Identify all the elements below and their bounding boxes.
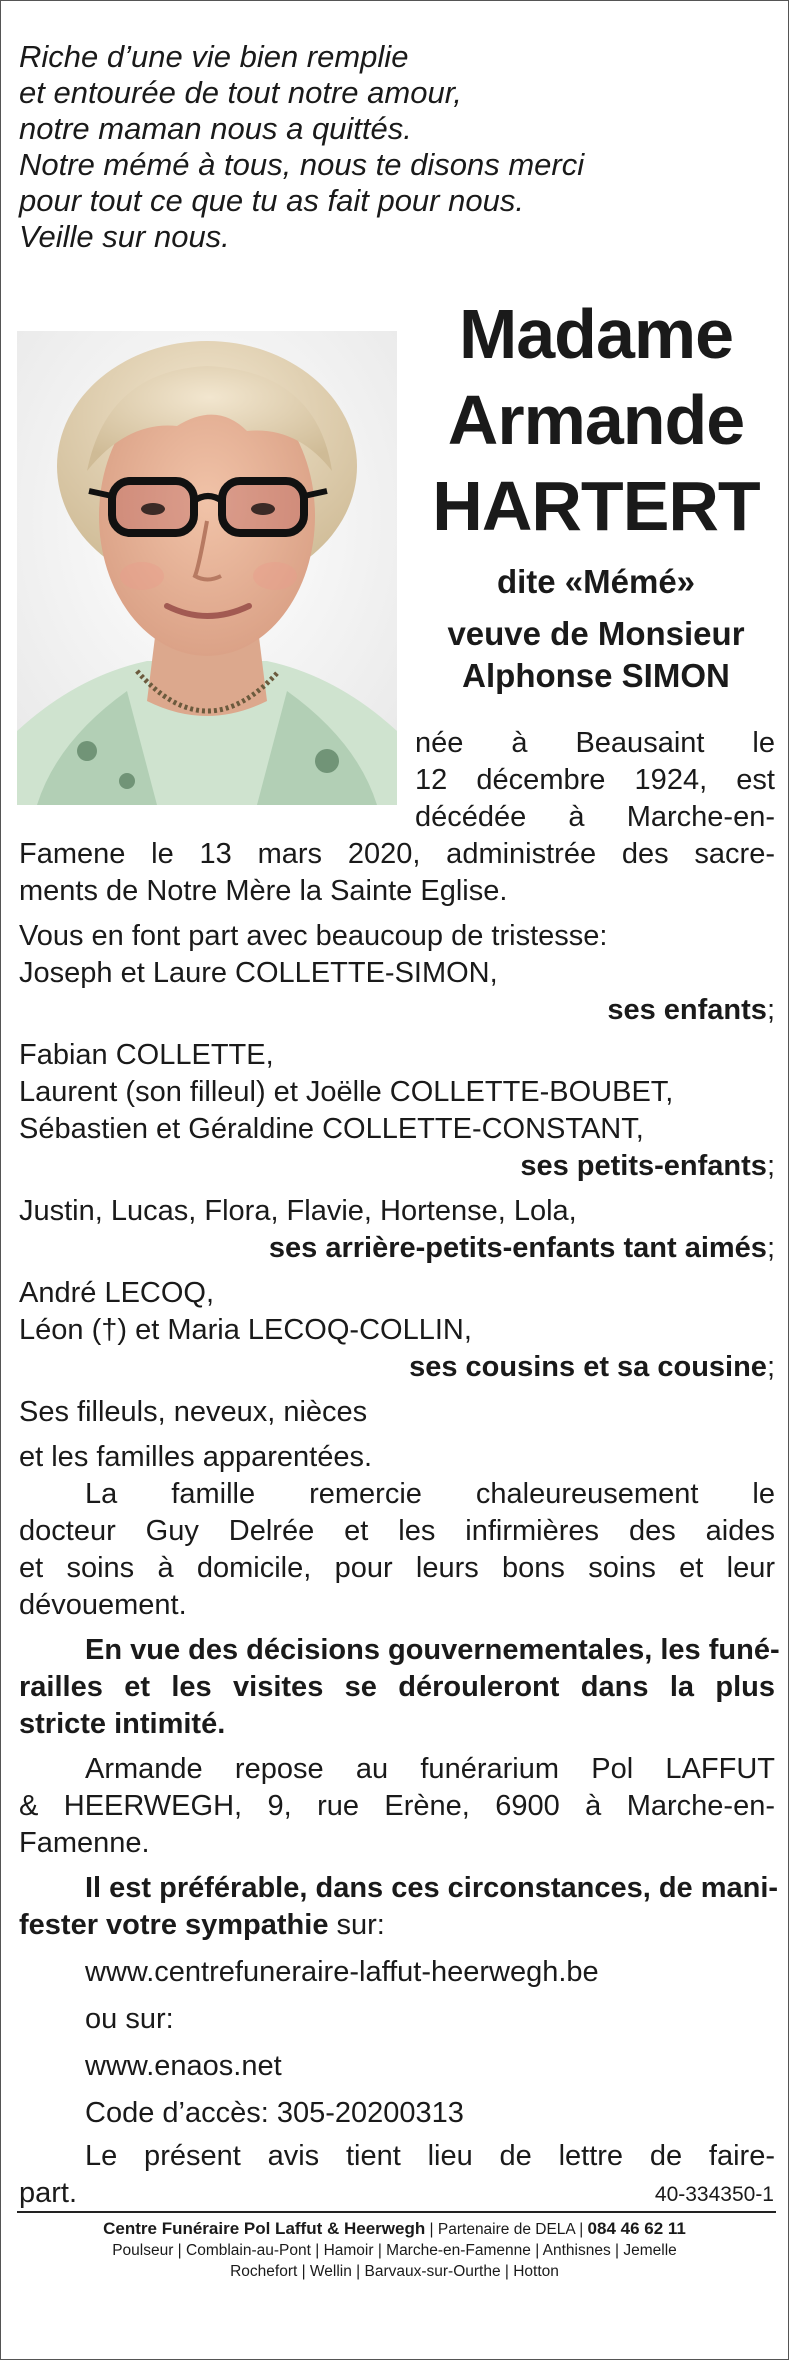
- notice-line: Le présent avis tient lieu de lettre de faire-: [85, 2140, 775, 2172]
- name-last: HARTERT: [432, 467, 760, 545]
- footer-line-1: Centre Funéraire Pol Laffut & Heerwegh | Partenaire de DELA | 084 46 62 11: [103, 2219, 686, 2238]
- birth-line: 12 décembre 1924, est: [415, 764, 775, 796]
- grandchild-line: Laurent (son filleul) et Joëlle COLLETTE-BOUBET,: [19, 1076, 674, 1108]
- children-names: Joseph et Laure COLLETTE-SIMON,: [19, 957, 498, 989]
- footer-towns-2: Rochefort | Wellin | Barvaux-sur-Ourthe | Hotton: [230, 2263, 559, 2280]
- poem-line: Riche d’une vie bien remplie: [19, 39, 409, 74]
- poem-line: Notre mémé à tous, nous te disons merci: [19, 147, 585, 182]
- birth-line: ments de Notre Mère la Sainte Eglise.: [19, 875, 508, 907]
- funeral-home-footer: [11, 2218, 778, 2282]
- portrait-illustration: [17, 331, 397, 805]
- birth-line: décédée à Marche-en-: [415, 801, 775, 833]
- thanks-line: docteur Guy Delrée et les infirmières des aides: [19, 1515, 775, 1547]
- sympathy-line: Il est préférable, dans ces circonstances, de mani-: [85, 1872, 779, 1904]
- deceased-name: [416, 291, 776, 549]
- covid-line: En vue des décisions gouvernementales, les funé-: [85, 1634, 780, 1666]
- birth-info-beside-photo: [415, 725, 775, 836]
- website-link-2[interactable]: www.enaos.net: [85, 2050, 282, 2082]
- related-families: et les familles apparentées.: [19, 1441, 373, 1473]
- phone-number[interactable]: 084 46 62 11: [587, 2219, 686, 2238]
- cousins-label: ses cousins et sa cousine;: [409, 1351, 775, 1383]
- cousin-line: André LECOQ,: [19, 1277, 215, 1309]
- covid-line: railles et les visites se dérouleront dans la plus: [19, 1671, 775, 1703]
- portrait-photo: [17, 331, 397, 805]
- name-first: Armande: [447, 381, 745, 459]
- poem-line: et entourée de tout notre amour,: [19, 75, 462, 110]
- footer-towns-1: Poulseur | Comblain-au-Pont | Hamoir | Marche-en-Famenne | Anthisnes | Jemelle: [112, 2242, 677, 2259]
- birth-line: Famene le 13 mars 2020, administrée des sacre-: [19, 838, 775, 870]
- poem-line: notre maman nous a quittés.: [19, 111, 412, 146]
- name-title: Madame: [458, 295, 734, 373]
- widow-line: veuve de Monsieur: [447, 615, 745, 652]
- repose-line: Armande repose au funérarium Pol LAFFUT: [85, 1753, 775, 1785]
- nickname: dite «Mémé»: [496, 563, 696, 600]
- partner-text: Partenaire de DELA: [437, 2221, 575, 2238]
- grandchildren-label: ses petits-enfants;: [520, 1150, 775, 1182]
- access-code: Code d’accès: 305-20200313: [85, 2097, 464, 2129]
- thanks-line: La famille remercie chaleureusement le: [85, 1478, 775, 1510]
- or-text: ou sur:: [85, 2003, 174, 2035]
- poem-line: pour tout ce que tu as fait pour nous.: [19, 183, 524, 218]
- children-label: ses enfants;: [607, 994, 775, 1026]
- sympathy-line: fester votre sympathie sur:: [19, 1909, 385, 1941]
- thanks-line: et soins à domicile, pour leurs bons soins et leur: [19, 1552, 775, 1584]
- opening-poem: [19, 39, 759, 255]
- great-grandchildren-names: Justin, Lucas, Flora, Flavie, Hortense, Lola,: [19, 1195, 577, 1227]
- thanks-line: dévouement.: [19, 1589, 187, 1621]
- repose-line: & HEERWEGH, 9, rue Erène, 6900 à Marche-en-: [19, 1790, 775, 1822]
- body-text: [19, 836, 780, 2212]
- great-grandchildren-label: ses arrière-petits-enfants tant aimés;: [268, 1232, 775, 1264]
- repose-line: Famenne.: [19, 1827, 150, 1859]
- grandchild-line: Fabian COLLETTE,: [19, 1039, 274, 1071]
- reference-number: 40-334350-1: [654, 2183, 774, 2206]
- grandchild-line: Sébastien et Géraldine COLLETTE-CONSTANT,: [19, 1113, 644, 1145]
- birth-line: née à Beausaint le: [415, 727, 775, 759]
- poem-line: Veille sur nous.: [19, 219, 230, 254]
- notice-line: part.: [19, 2177, 78, 2209]
- other-relatives: Ses filleuls, neveux, nièces: [19, 1396, 368, 1428]
- covid-line: stricte intimité.: [19, 1708, 226, 1740]
- footer-divider: [17, 2211, 776, 2213]
- funeral-home-name: Centre Funéraire Pol Laffut & Heerwegh: [103, 2219, 426, 2238]
- cousin-line: Léon (†) et Maria LECOQ-COLLIN,: [19, 1314, 472, 1346]
- widow-of: [416, 613, 776, 697]
- family-intro: Vous en font part avec beaucoup de tristesse:: [19, 920, 608, 952]
- website-link[interactable]: www.centrefuneraire-laffut-heerwegh.be: [85, 1956, 599, 1988]
- widow-line: Alphonse SIMON: [462, 657, 730, 694]
